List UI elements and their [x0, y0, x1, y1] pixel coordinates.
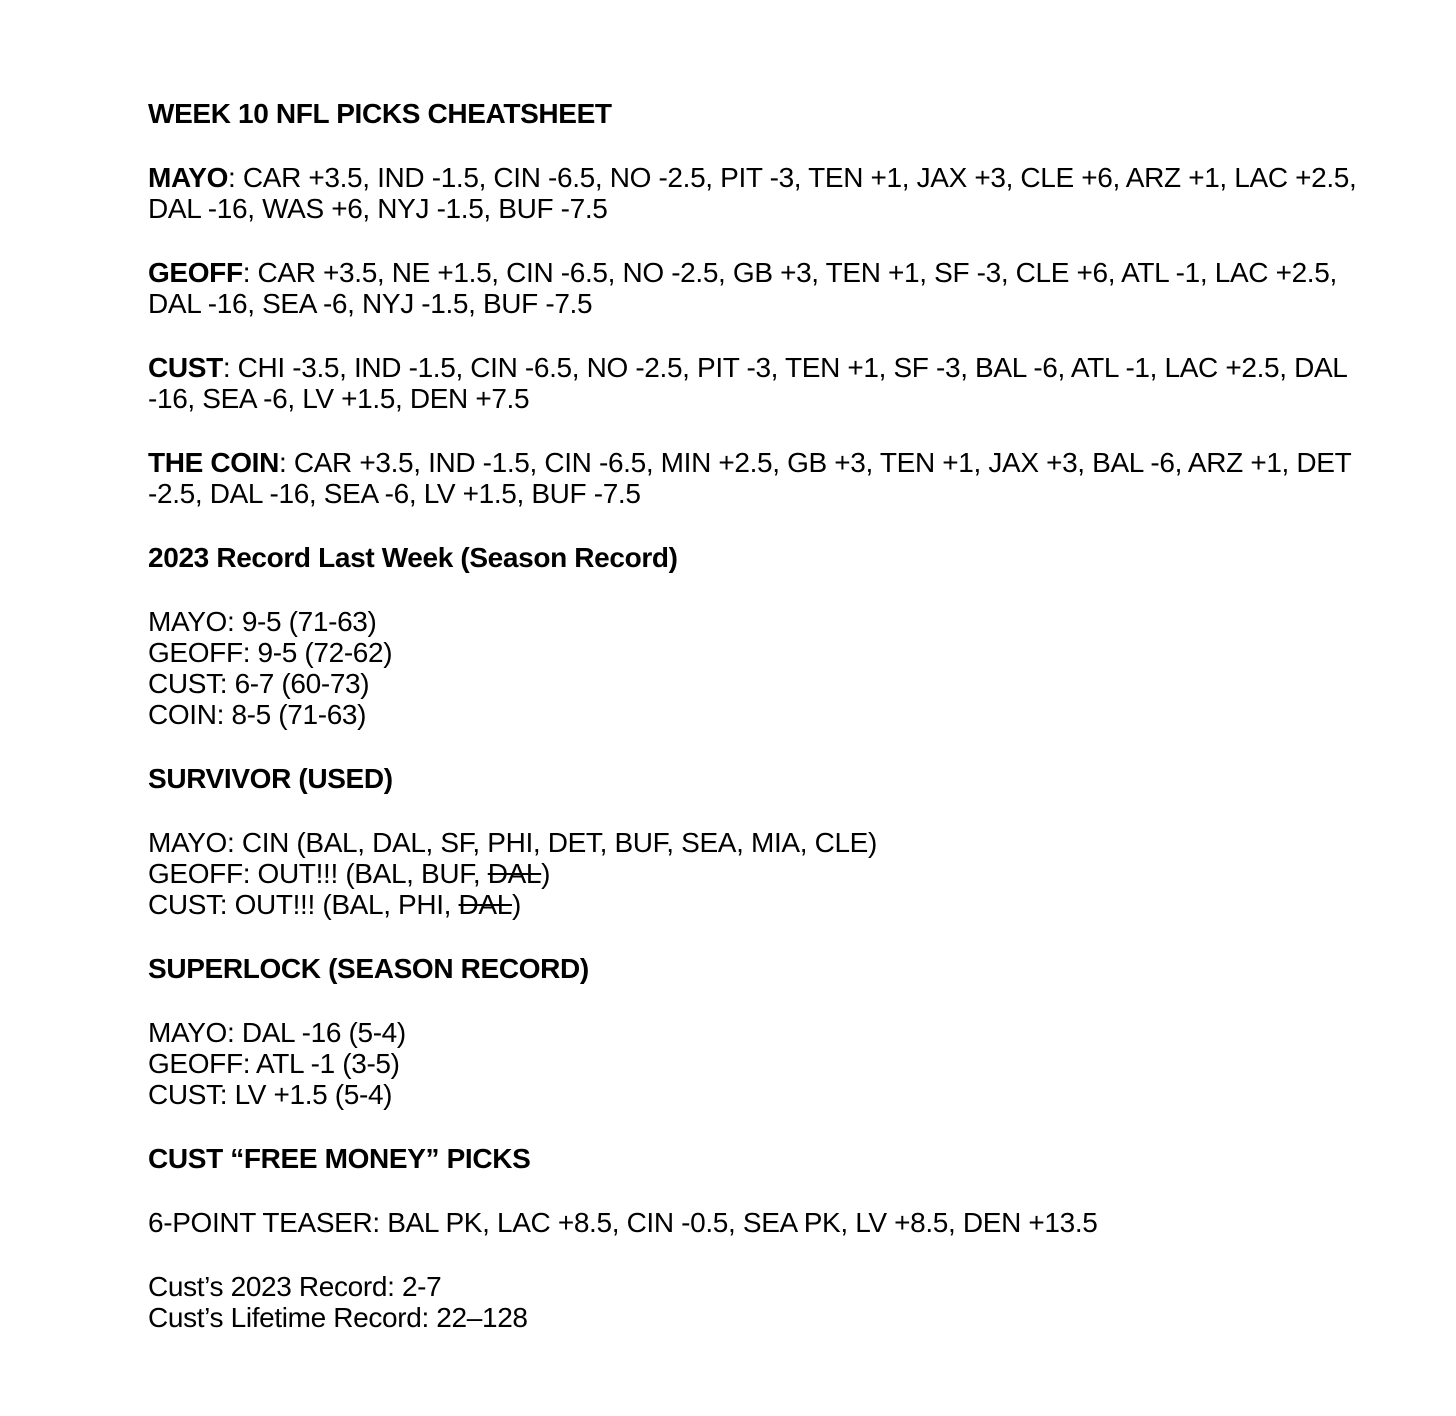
- spacer: [148, 319, 1363, 352]
- cust-lifetime-record: Cust’s Lifetime Record: 22–128: [148, 1302, 528, 1333]
- record-line: COIN: 8-5 (71-63): [148, 699, 367, 730]
- cust-2023-record: Cust’s 2023 Record: 2-7: [148, 1271, 442, 1302]
- picker-name: CUST: [148, 352, 223, 383]
- picker-picks: : CAR +3.5, NE +1.5, CIN -6.5, NO -2.5, GB +3, TEN +1, SF -3, CLE +6, ATL -1, LAC +2.5, DAL -16, SEA -6, NYJ -1.5, BUF -7.5: [148, 257, 1337, 319]
- teaser-line: 6-POINT TEASER: BAL PK, LAC +8.5, CIN -0.5, SEA PK, LV +8.5, DEN +13.5: [148, 1207, 1098, 1238]
- spacer: [148, 984, 1363, 1017]
- survivor-text: GEOFF: OUT!!! (BAL, BUF,: [148, 858, 488, 889]
- picker-name: THE COIN: [148, 447, 279, 478]
- picks-paragraph-mayo: [148, 162, 1363, 224]
- picker-name: GEOFF: [148, 257, 243, 288]
- survivor-line-cust: [148, 889, 1363, 920]
- survivor-line-geoff: [148, 858, 1363, 889]
- superlock-heading: SUPERLOCK (SEASON RECORD): [148, 953, 589, 984]
- superlock-line: MAYO: DAL -16 (5-4): [148, 1017, 406, 1048]
- superlock-line: CUST: LV +1.5 (5-4): [148, 1079, 393, 1110]
- picker-picks: : CHI -3.5, IND -1.5, CIN -6.5, NO -2.5, PIT -3, TEN +1, SF -3, BAL -6, ATL -1, LAC +2.5, DAL -16, SEA -6, LV +1.5, DEN +7.5: [148, 352, 1347, 414]
- record-line: GEOFF: 9-5 (72-62): [148, 637, 393, 668]
- spacer: [148, 794, 1363, 827]
- picks-paragraph-coin: [148, 447, 1363, 509]
- struck-team: DAL: [458, 889, 512, 920]
- picker-picks: : CAR +3.5, IND -1.5, CIN -6.5, MIN +2.5, GB +3, TEN +1, JAX +3, BAL -6, ARZ +1, DET -2.5, DAL -16, SEA -6, LV +1.5, BUF -7.5: [148, 447, 1351, 509]
- survivor-text: CUST: OUT!!! (BAL, PHI,: [148, 889, 459, 920]
- record-line: MAYO: 9-5 (71-63): [148, 606, 377, 637]
- spacer: [148, 1110, 1363, 1143]
- survivor-heading: SURVIVOR (USED): [148, 763, 393, 794]
- spacer: [148, 573, 1363, 606]
- survivor-line-mayo: MAYO: CIN (BAL, DAL, SF, PHI, DET, BUF, SEA, MIA, CLE): [148, 827, 877, 858]
- spacer: [148, 920, 1363, 953]
- survivor-text: ): [511, 889, 521, 920]
- spacer: [148, 1174, 1363, 1207]
- spacer: [148, 129, 1363, 162]
- picker-picks: : CAR +3.5, IND -1.5, CIN -6.5, NO -2.5, PIT -3, TEN +1, JAX +3, CLE +6, ARZ +1, LAC +2.5, DAL -16, WAS +6, NYJ -1.5, BUF -7.5: [148, 162, 1357, 224]
- picks-paragraph-geoff: [148, 257, 1363, 319]
- survivor-text: ): [541, 858, 551, 889]
- spacer: [148, 414, 1363, 447]
- record-heading: 2023 Record Last Week (Season Record): [148, 542, 678, 573]
- cheatsheet-document: [148, 98, 1363, 1333]
- picks-paragraph-cust: [148, 352, 1363, 414]
- spacer: [148, 730, 1363, 763]
- spacer: [148, 1238, 1363, 1271]
- struck-team: DAL: [487, 858, 542, 889]
- record-line: CUST: 6-7 (60-73): [148, 668, 370, 699]
- document-title: WEEK 10 NFL PICKS CHEATSHEET: [148, 98, 612, 129]
- free-money-heading: CUST “FREE MONEY” PICKS: [148, 1143, 531, 1174]
- spacer: [148, 509, 1363, 542]
- picker-name: MAYO: [148, 162, 229, 193]
- superlock-line: GEOFF: ATL -1 (3-5): [148, 1048, 400, 1079]
- spacer: [148, 224, 1363, 257]
